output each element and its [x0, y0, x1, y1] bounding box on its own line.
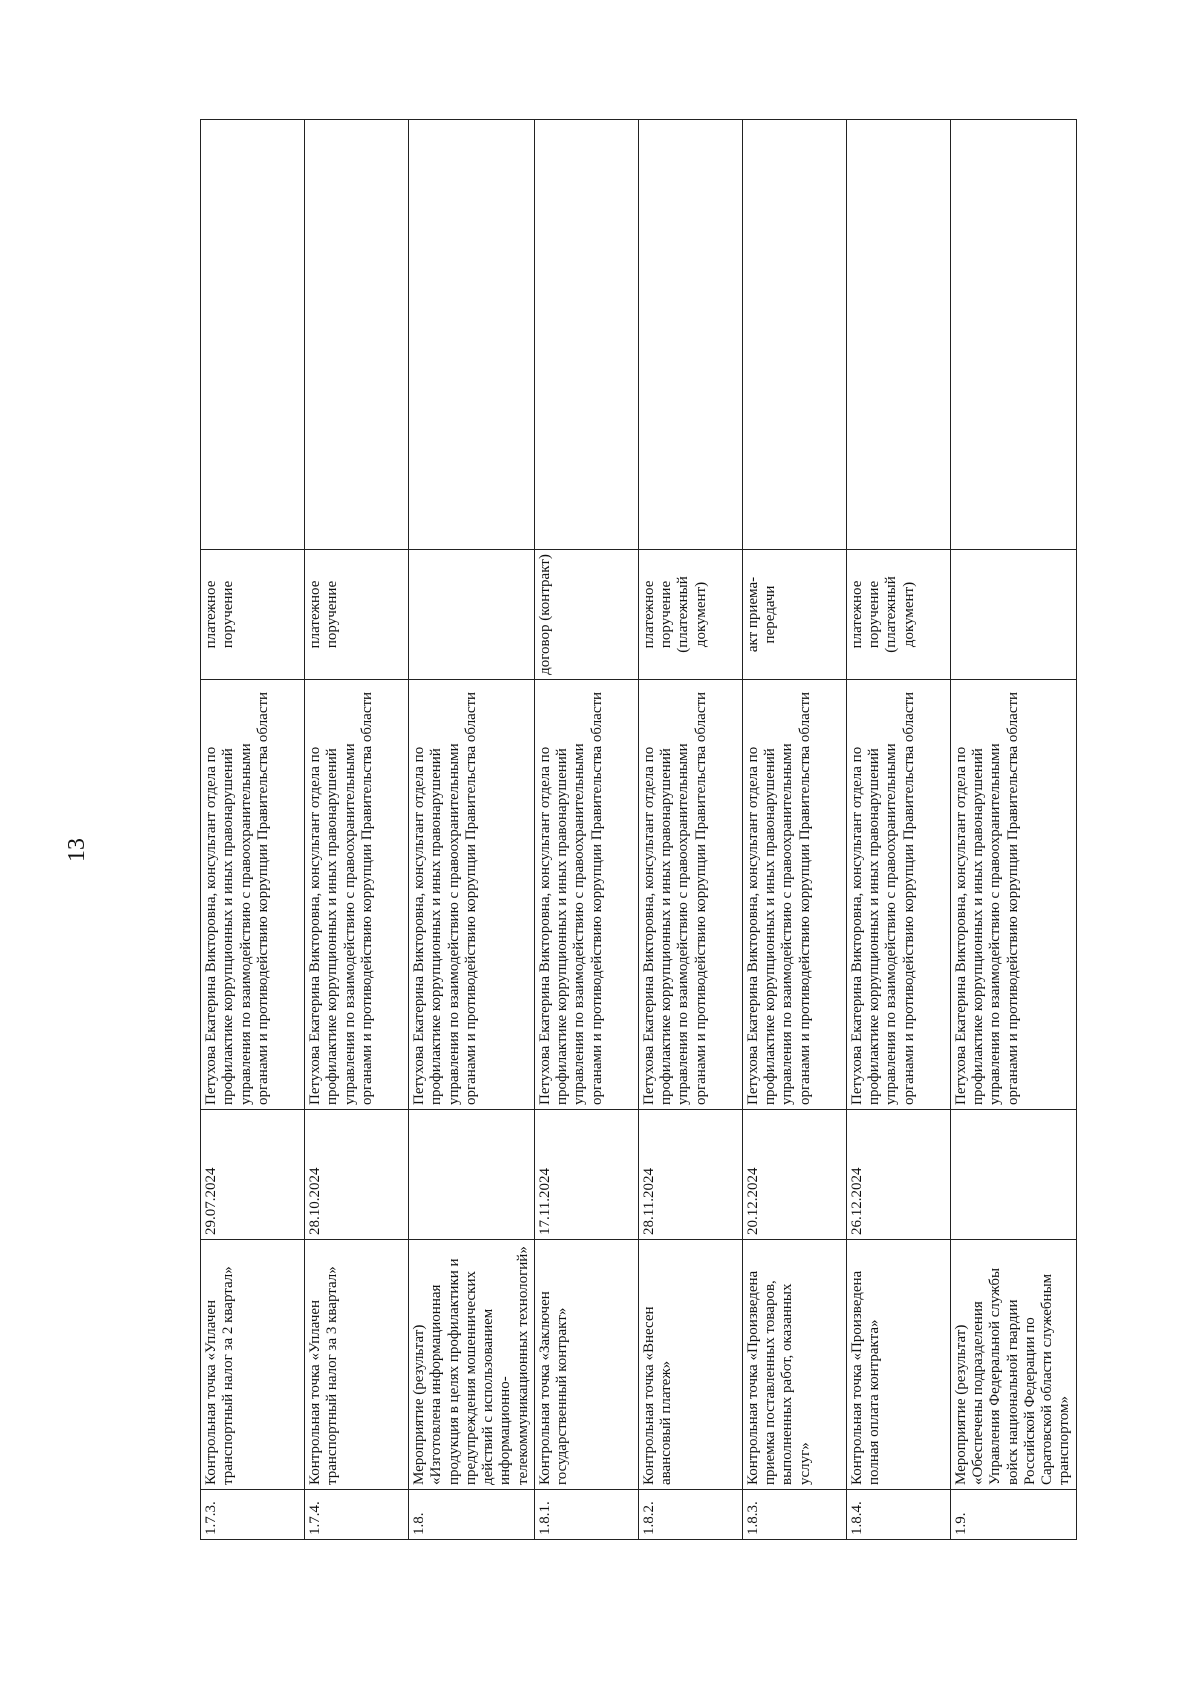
- row-responsible: Петухова Екатерина Викторовна, консультант отдела по профилактике коррупционных и иных правонарушений управления по взаимодействию с правоохранительными органами и противодействию коррупции Правительства области: [409, 680, 535, 1110]
- row-extra: [742, 120, 846, 550]
- row-document: акт приема-передачи: [742, 550, 846, 680]
- row-name: Контрольная точка «Уплачен транспортный налог за 2 квартал»: [201, 1240, 305, 1490]
- row-name: Контрольная точка «Уплачен транспортный налог за 3 квартал»: [305, 1240, 409, 1490]
- plan-table: [200, 119, 1077, 1540]
- row-number: 1.8.4.: [846, 1490, 950, 1540]
- row-extra: [638, 120, 742, 550]
- table-row: [950, 120, 1076, 1540]
- row-responsible: Петухова Екатерина Викторовна, консультант отдела по профилактике коррупционных и иных правонарушений управления по взаимодействию с правоохранительными органами и противодействию коррупции Правительства области: [638, 680, 742, 1110]
- row-extra: [305, 120, 409, 550]
- row-date: 28.10.2024: [305, 1110, 409, 1240]
- row-extra: [950, 120, 1076, 550]
- table-row: [846, 120, 950, 1540]
- row-document: договор (контракт): [534, 550, 638, 680]
- row-extra: [846, 120, 950, 550]
- row-date: [950, 1110, 1076, 1240]
- row-date: 17.11.2024: [534, 1110, 638, 1240]
- row-name: Контрольная точка «Произведена полная оплата контракта»: [846, 1240, 950, 1490]
- row-name: Контрольная точка «Произведена приемка поставленных товаров, выполненных работ, оказанных услуг»: [742, 1240, 846, 1490]
- row-name: Мероприятие (результат) «Изготовлена информационная продукция в целях профилактики и предупреждения мошеннических действий с использованием информационно-телекоммуникационных технологий»: [409, 1240, 535, 1490]
- rotated-table-wrapper: [200, 120, 1077, 1540]
- row-document: платежное поручение (платежный документ): [846, 550, 950, 680]
- table-row: [742, 120, 846, 1540]
- row-date: 28.11.2024: [638, 1110, 742, 1240]
- row-date: 26.12.2024: [846, 1110, 950, 1240]
- row-number: 1.8.3.: [742, 1490, 846, 1540]
- row-number: 1.8.1.: [534, 1490, 638, 1540]
- row-date: 29.07.2024: [201, 1110, 305, 1240]
- row-name: Контрольная точка «Внесен авансовый платеж»: [638, 1240, 742, 1490]
- row-number: 1.8.2.: [638, 1490, 742, 1540]
- row-number: 1.8.: [409, 1490, 535, 1540]
- row-name: Контрольная точка «Заключен государственный контракт»: [534, 1240, 638, 1490]
- row-extra: [534, 120, 638, 550]
- row-responsible: Петухова Екатерина Викторовна, консультант отдела по профилактике коррупционных и иных правонарушений управления по взаимодействию с правоохранительными органами и противодействию коррупции Правительства области: [742, 680, 846, 1110]
- page-number: 13: [64, 838, 90, 862]
- table-row: [638, 120, 742, 1540]
- table-row: [201, 120, 305, 1540]
- row-extra: [201, 120, 305, 550]
- row-document: платежное поручение: [305, 550, 409, 680]
- row-number: 1.7.3.: [201, 1490, 305, 1540]
- row-date: 20.12.2024: [742, 1110, 846, 1240]
- row-responsible: Петухова Екатерина Викторовна, консультант отдела по профилактике коррупционных и иных правонарушений управления по взаимодействию с правоохранительными органами и противодействию коррупции Правительства области: [534, 680, 638, 1110]
- row-document: платежное поручение (платежный документ): [638, 550, 742, 680]
- table-row: [305, 120, 409, 1540]
- row-number: 1.7.4.: [305, 1490, 409, 1540]
- row-document: [950, 550, 1076, 680]
- table-row: [409, 120, 535, 1540]
- row-responsible: Петухова Екатерина Викторовна, консультант отдела по профилактике коррупционных и иных правонарушений управления по взаимодействию с правоохранительными органами и противодействию коррупции Правительства области: [846, 680, 950, 1110]
- row-document: [409, 550, 535, 680]
- row-responsible: Петухова Екатерина Викторовна, консультант отдела по профилактике коррупционных и иных правонарушений управления по взаимодействию с правоохранительными органами и противодействию коррупции Правительства области: [950, 680, 1076, 1110]
- table-row: [534, 120, 638, 1540]
- row-name: Мероприятие (результат) «Обеспечены подразделения Управления Федеральной службы войск национальной гвардии Российской Федерации по Саратовской области служебным транспортом»: [950, 1240, 1076, 1490]
- row-responsible: Петухова Екатерина Викторовна, консультант отдела по профилактике коррупционных и иных правонарушений управления по взаимодействию с правоохранительными органами и противодействию коррупции Правительства области: [201, 680, 305, 1110]
- row-responsible: Петухова Екатерина Викторовна, консультант отдела по профилактике коррупционных и иных правонарушений управления по взаимодействию с правоохранительными органами и противодействию коррупции Правительства области: [305, 680, 409, 1110]
- row-document: платежное поручение: [201, 550, 305, 680]
- row-extra: [409, 120, 535, 550]
- row-number: 1.9.: [950, 1490, 1076, 1540]
- row-date: [409, 1110, 535, 1240]
